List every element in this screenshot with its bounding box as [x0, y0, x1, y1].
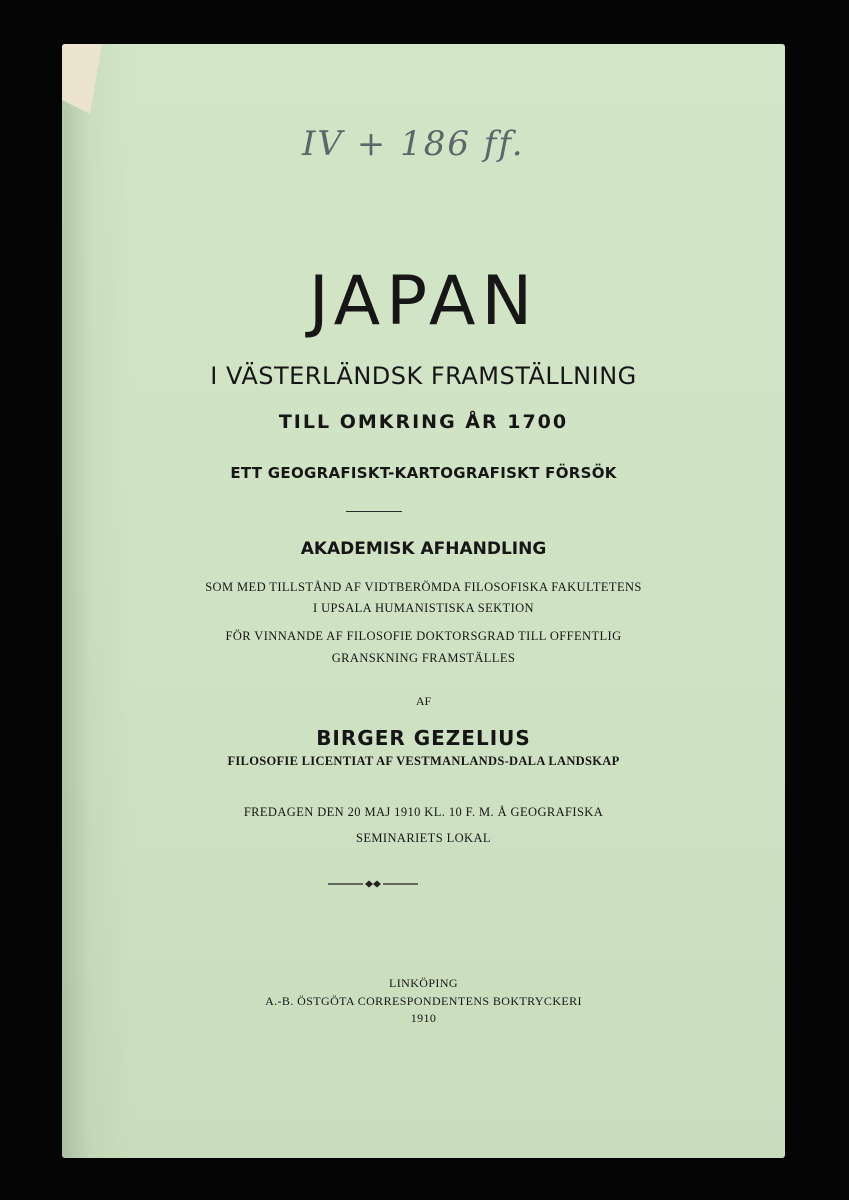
- publication-year: 1910: [410, 1011, 437, 1025]
- handwritten-note: IV + 186 ff.: [302, 124, 525, 164]
- submission-line-1: SOM MED TILLSTÅND AF VIDTBERÖMDA FILOSOFISKA FAKULTETENS: [205, 580, 642, 594]
- submission-line-2: I UPSALA HUMANISTISKA SEKTION: [313, 601, 534, 615]
- author-name: BIRGER GEZELIUS: [316, 726, 531, 750]
- submission-line-4: GRANSKNING FRAMSTÄLLES: [331, 651, 516, 665]
- date-line-2: SEMINARIETS LOKAL: [356, 831, 491, 845]
- by-label: AF: [415, 694, 432, 708]
- book-cover: [62, 44, 785, 1158]
- author-title: FILOSOFIE LICENTIAT AF VESTMANLANDS-DALA LANDSKAP: [227, 754, 620, 768]
- document-type: AKADEMISK AFHANDLING: [300, 539, 547, 559]
- subtitle-3: ETT GEOGRAFISKT-KARTOGRAFISKT FÖRSÖK: [230, 464, 617, 482]
- divider-rule: [346, 511, 402, 512]
- publisher-name: A.-B. ÖSTGÖTA CORRESPONDENTENS BOKTRYCKERI: [265, 994, 582, 1008]
- submission-line-3: FÖR VINNANDE AF FILOSOFIE DOKTORSGRAD TILL OFFENTLIG: [225, 629, 622, 643]
- date-line-1: FREDAGEN DEN 20 MAJ 1910 KL. 10 F. M. Å GEOGRAFISKA: [243, 805, 604, 819]
- ornament-rule: [328, 877, 418, 891]
- publisher-city: LINKÖPING: [389, 976, 458, 990]
- book-title: JAPAN: [308, 262, 539, 341]
- subtitle-2: TILL OMKRING ÅR 1700: [278, 411, 569, 433]
- subtitle-1: I VÄSTERLÄNDSK FRAMSTÄLLNING: [210, 362, 637, 390]
